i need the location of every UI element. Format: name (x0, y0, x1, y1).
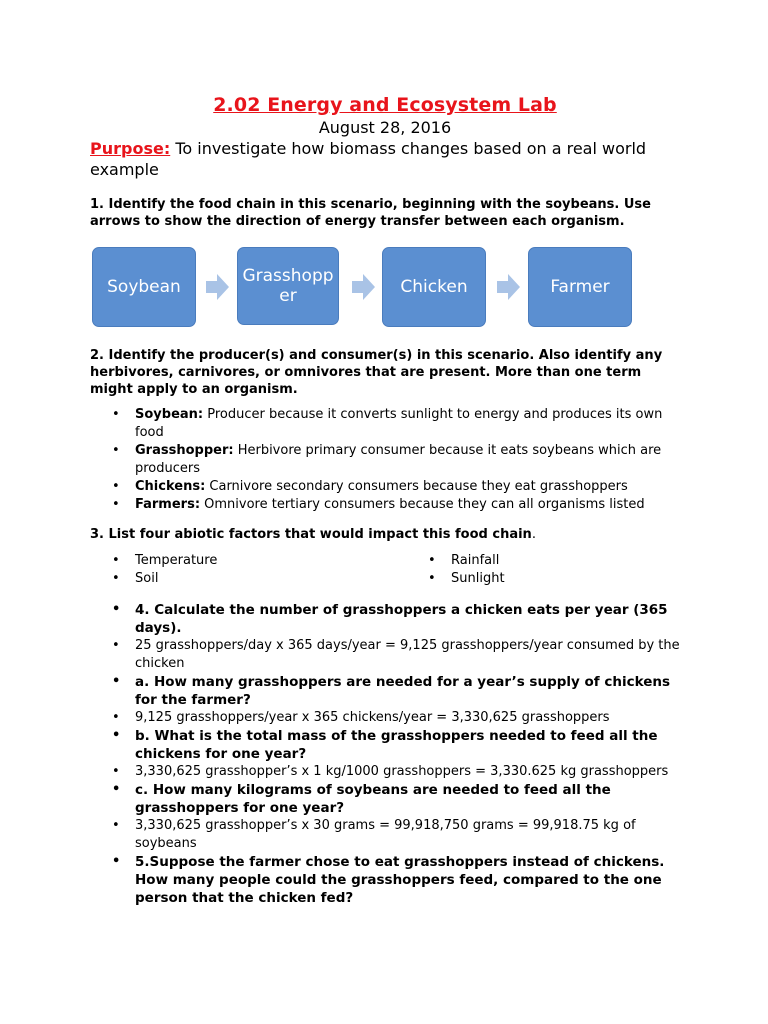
list-item (112, 442, 682, 478)
list-item (112, 478, 682, 496)
role-text: Herbivore primary consumer because it eats soybeans which are producers (135, 443, 662, 476)
list-item: • 3,330,625 grasshopper’s x 1 kg/1000 grasshoppers = 3,330.625 kg grasshoppers (112, 763, 682, 781)
food-chain-box-soybean: Soybean (92, 247, 196, 327)
role-term: Chickens: (135, 479, 206, 494)
list-item: • Soil (112, 570, 392, 588)
role-text: Omnivore tertiary consumers because they can all organisms listed (200, 497, 645, 512)
purpose-text: To investigate how biomass changes based on a real world example (90, 139, 647, 179)
abiotic-list-right (428, 552, 628, 588)
list-item (112, 496, 682, 514)
list-item: • 9,125 grasshoppers/year x 365 chickens/year = 3,330,625 grasshoppers (112, 709, 682, 727)
food-chain-box-chicken: Chicken (382, 247, 486, 327)
list-item: • Sunlight (428, 570, 628, 588)
list-item (112, 406, 682, 442)
page-date: August 28, 2016 (318, 118, 452, 137)
list-item: • 25 grasshoppers/day x 365 days/year = 9,125 grasshoppers/year consumed by the chicken (112, 637, 682, 673)
question-3 (90, 526, 680, 543)
list-item: • 4. Calculate the number of grasshoppers a chicken eats per year (365 days). (112, 601, 682, 637)
page-title: 2.02 Energy and Ecosystem Lab (213, 94, 557, 116)
abiotic-list-left (112, 552, 392, 588)
question-3-period: . (531, 527, 536, 542)
list-item: • b. What is the total mass of the grasshoppers needed to feed all the chickens for one year? (112, 727, 682, 763)
food-chain-box-farmer: Farmer (528, 247, 632, 327)
calculations-list (112, 601, 682, 907)
food-chain-box-grasshopper (237, 247, 339, 325)
food-chain-diagram (90, 247, 650, 327)
role-term: Soybean: (135, 407, 204, 422)
list-item: • c. How many kilograms of soybeans are needed to feed all the grasshoppers for one year? (112, 781, 682, 817)
food-chain-box-grasshopper-label: Grasshopper (242, 266, 334, 306)
question-2: 2. Identify the producer(s) and consumer(s) in this scenario. Also identify any herbivores, carnivores, or omnivores that are present. More than one term might apply to an organism. (90, 348, 663, 397)
purpose-statement (90, 138, 690, 180)
question-3-text: 3. List four abiotic factors that would impact this food chain (90, 527, 532, 542)
list-item: • 5.Suppose the farmer chose to eat grasshoppers instead of chickens. How many people could the grasshoppers feed, compared to the one person that the chicken fed? (112, 853, 682, 907)
list-item: • a. How many grasshoppers are needed for a year’s supply of chickens for the farmer? (112, 673, 682, 709)
question-1: 1. Identify the food chain in this scenario, beginning with the soybeans. Use arrows to show the direction of energy transfer between each organism. (90, 197, 651, 229)
role-term: Grasshopper: (135, 443, 234, 458)
role-text: Carnivore secondary consumers because they eat grasshoppers (205, 479, 628, 494)
list-item: • 3,330,625 grasshopper’s x 30 grams = 99,918,750 grams = 99,918.75 kg of soybeans (112, 817, 682, 853)
role-term: Farmers: (135, 497, 201, 512)
list-item: • Temperature (112, 552, 392, 570)
role-text: Producer because it converts sunlight to energy and produces its own food (135, 407, 663, 440)
purpose-label: Purpose: (90, 139, 171, 158)
roles-list (112, 406, 682, 514)
list-item: • Rainfall (428, 552, 628, 570)
